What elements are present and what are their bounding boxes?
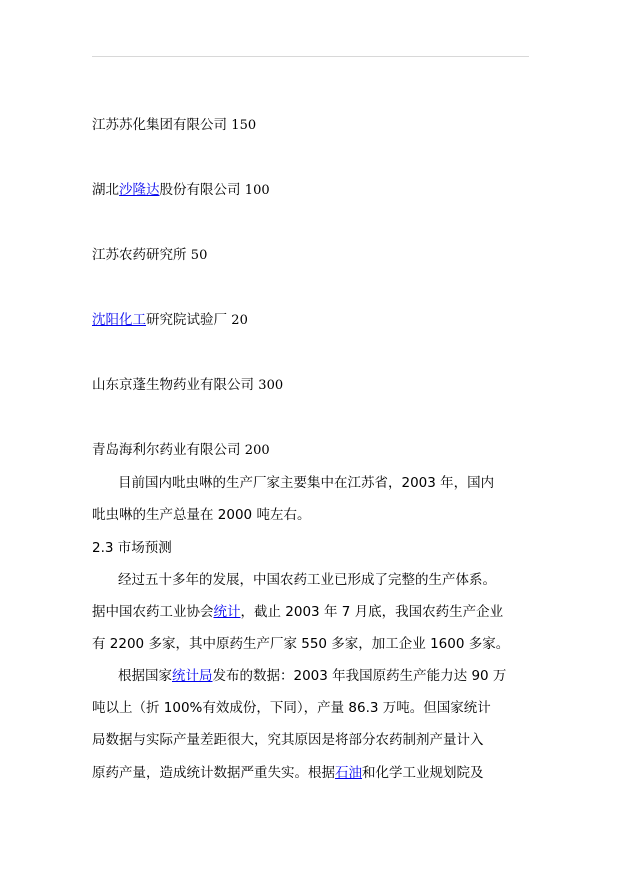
para3-line-1: [118, 667, 506, 685]
company-value: 50: [190, 248, 208, 263]
company-line-6: [92, 441, 270, 460]
company-value: 100: [244, 183, 270, 198]
company-name: 江苏苏化集团有限公司: [92, 117, 227, 133]
para2-text: 据中国农药工业协会: [92, 604, 214, 620]
section-heading: 2.3 市场预测: [92, 540, 172, 556]
para2-line-2: [92, 603, 503, 621]
company-value: 20: [231, 313, 248, 328]
para3-text: 原药产量，造成统计数据严重失实。根据: [92, 765, 335, 781]
company-line-5: [92, 376, 283, 395]
company-name-suffix: 股份有限公司: [159, 182, 241, 198]
para3-text: 发布的数据：2003 年我国原药生产能力达 90 万: [212, 668, 507, 684]
para1-line-1: 目前国内吡虫啉的生产厂家主要集中在江苏省，2003 年，国内: [118, 475, 495, 491]
para3-text: 根据国家: [118, 668, 172, 684]
company-name-suffix: 研究院试验厂: [146, 312, 227, 328]
company-name-prefix: 湖北: [92, 182, 119, 198]
para1-line-2: 吡虫啉的生产总量在 2000 吨左右。: [92, 507, 311, 523]
para3-text: 和化学工业规划院及: [362, 765, 484, 781]
company-line-1: [92, 116, 256, 135]
company-line-2: [92, 181, 270, 200]
para2-text: ，截止 2003 年 7 月底，我国农药生产企业: [240, 604, 504, 620]
company-value: 300: [258, 378, 284, 393]
company-name: 山东京蓬生物药业有限公司: [92, 377, 254, 393]
para3-line-4: [92, 764, 484, 782]
para3-line-2: 吨以上（折 100%有效成份，下同），产量 86.3 万吨。但国家统计: [92, 700, 491, 716]
para2-line-1: 经过五十多年的发展，中国农药工业已形成了完整的生产体系。: [118, 572, 496, 588]
header-divider: [92, 56, 529, 57]
link-shenyang-chemical[interactable]: 沈阳化工: [92, 312, 146, 328]
company-line-3: [92, 246, 207, 265]
company-name: 江苏农药研究所: [92, 247, 187, 263]
link-shiyou[interactable]: 石油: [335, 765, 362, 781]
para2-line-3: 有 2200 多家，其中原药生产厂家 550 多家，加工企业 1600 多家。: [92, 636, 510, 652]
para3-line-3: 局数据与实际产量差距很大，究其原因是将部分农药制剂产量计入: [92, 732, 484, 748]
link-shalongda[interactable]: 沙隆达: [119, 182, 160, 198]
company-value: 150: [231, 118, 257, 133]
link-tongji[interactable]: 统计: [213, 604, 241, 620]
link-tongjiju[interactable]: 统计局: [172, 668, 213, 684]
company-value: 200: [244, 443, 270, 458]
company-line-4: [92, 311, 248, 330]
company-name: 青岛海利尔药业有限公司: [92, 442, 241, 458]
